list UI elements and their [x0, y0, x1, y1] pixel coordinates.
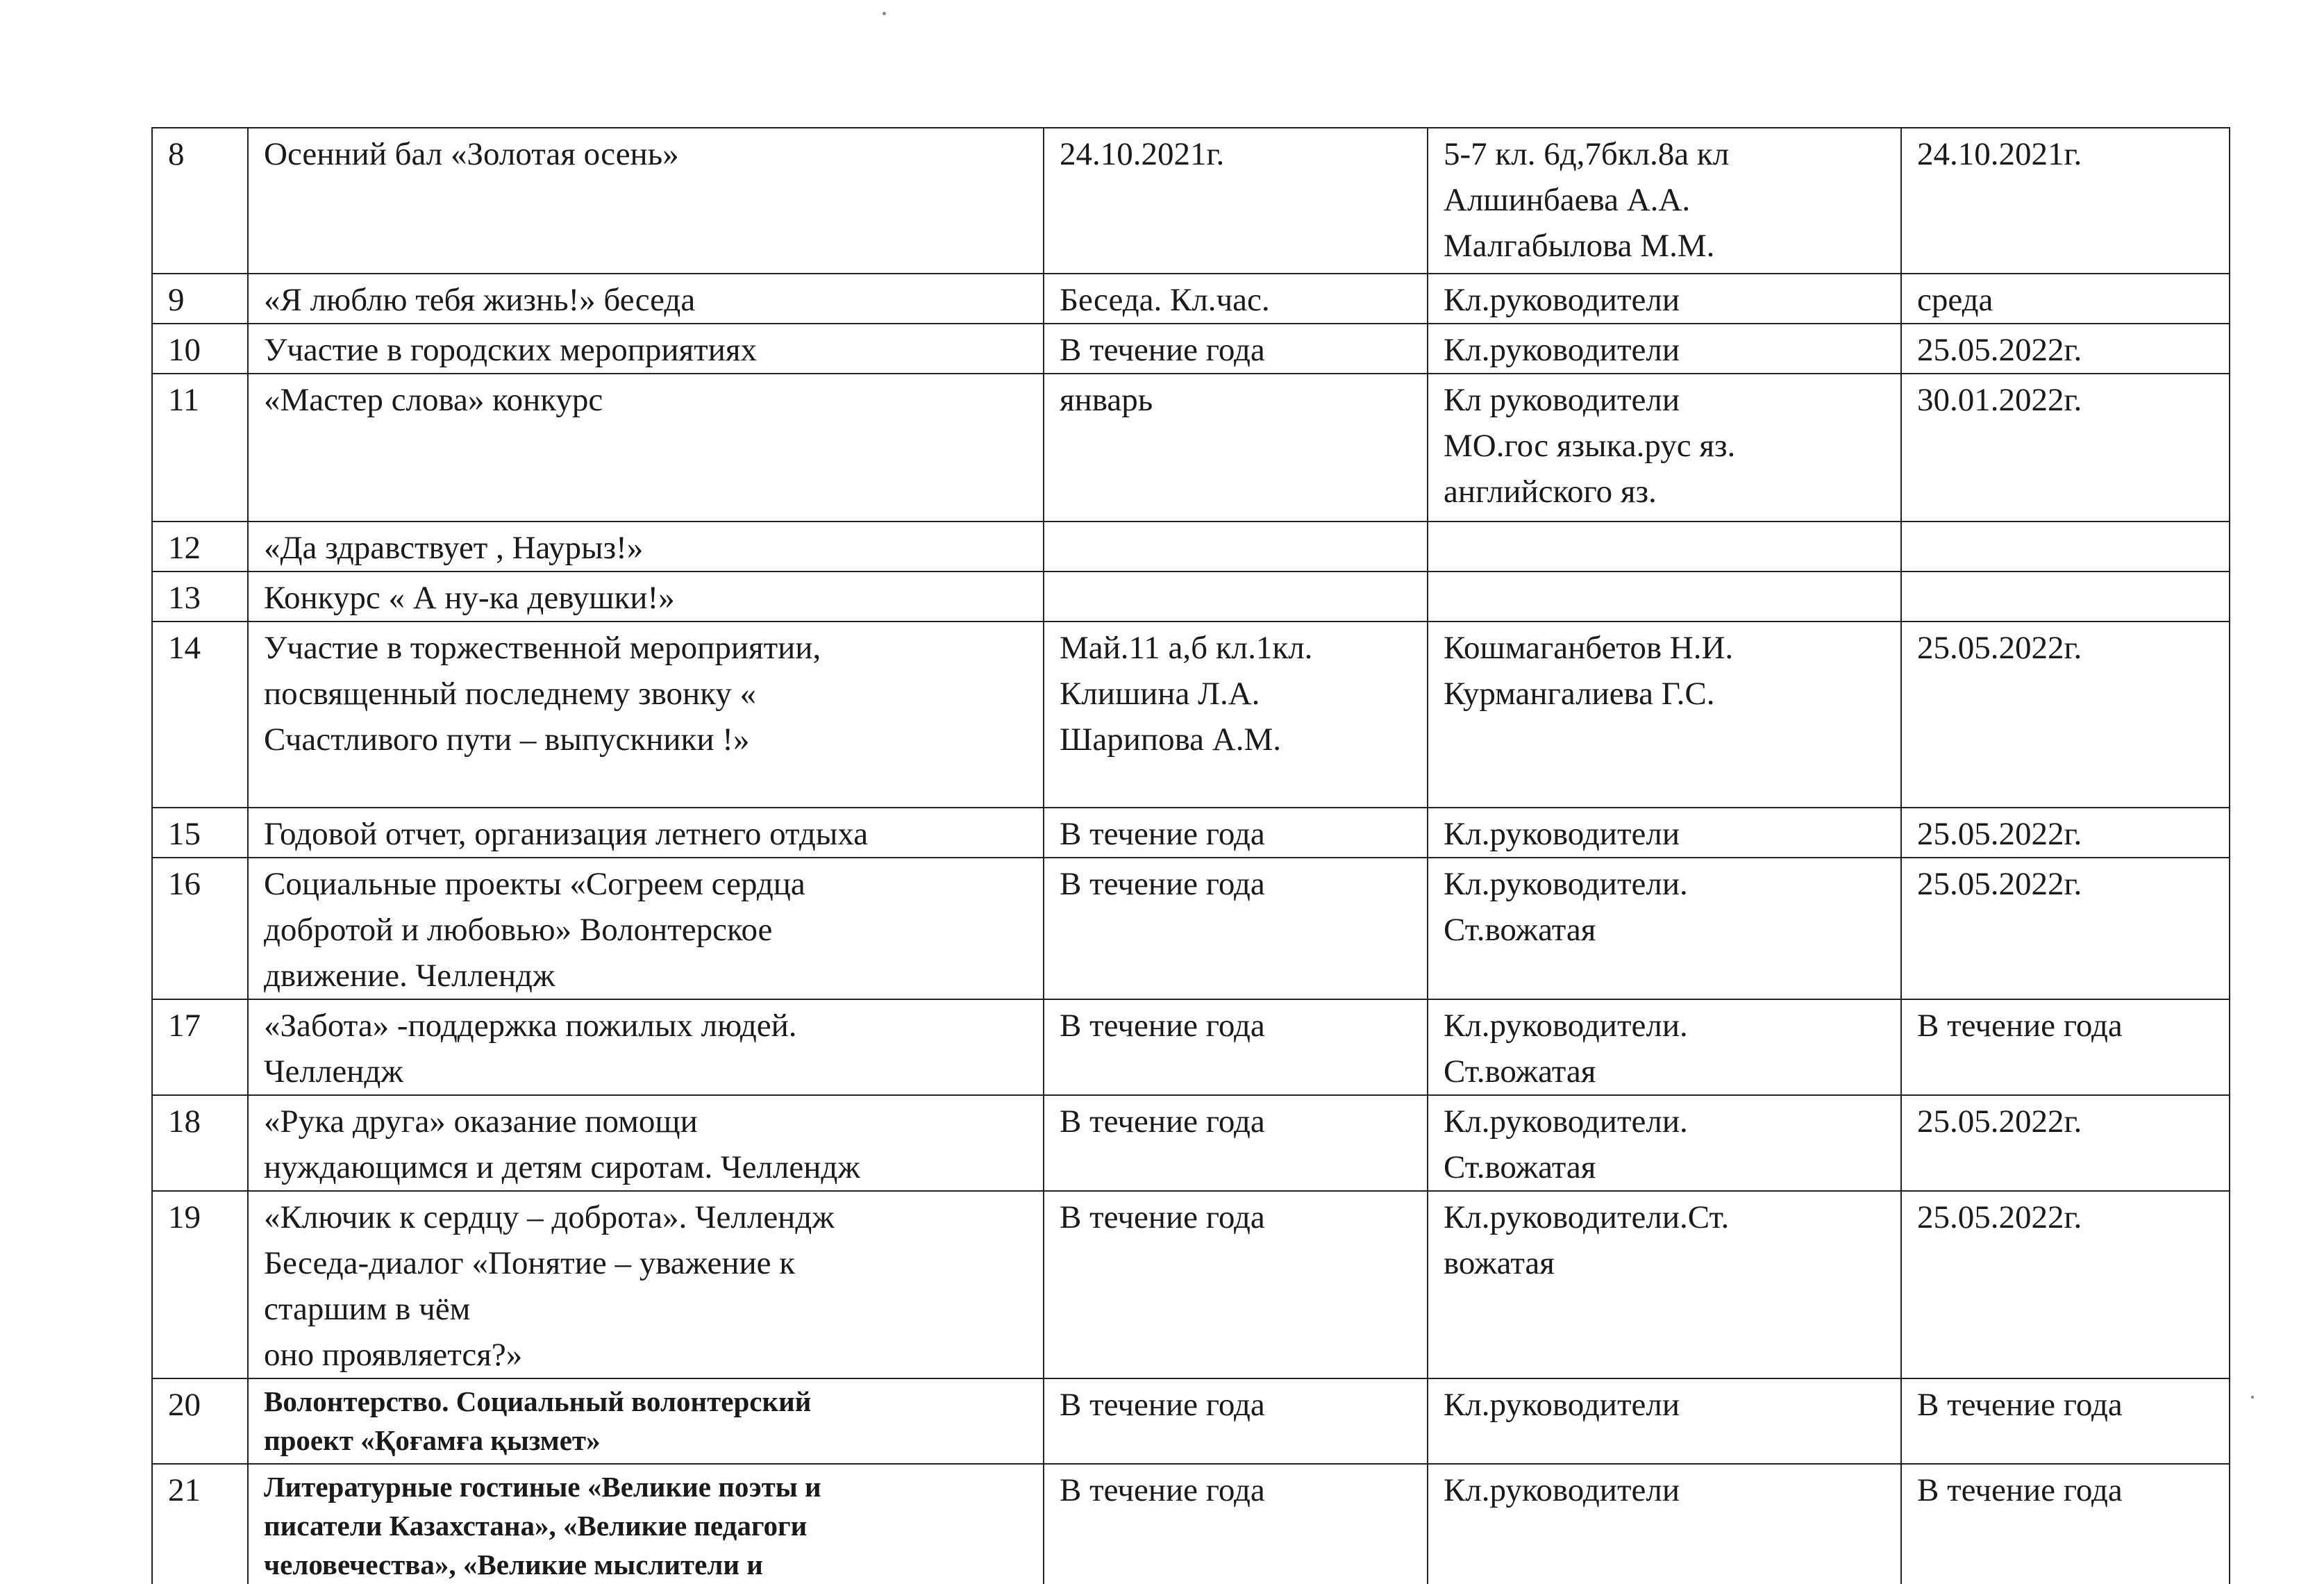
- date-cell: [1044, 1464, 1428, 1584]
- deadline-cell: [1901, 1095, 2230, 1191]
- deadline-cell: [1901, 1464, 2230, 1584]
- row-number: 12: [168, 530, 201, 566]
- cell-text-line: МО.гос языка.рус яз.: [1444, 428, 1736, 464]
- deadline-cell: [1901, 324, 2230, 374]
- cell-text-line: В течение года: [1060, 1008, 1265, 1044]
- row-number: 21: [168, 1472, 201, 1508]
- event-name-cell: [248, 274, 1044, 324]
- date-cell: [1044, 1191, 1428, 1378]
- responsible-cell: [1428, 1095, 1901, 1191]
- date-cell: [1044, 999, 1428, 1095]
- table-row: [152, 999, 2230, 1095]
- cell-text-line: Участие в городских мероприятиях: [264, 332, 757, 368]
- responsible-cell: [1428, 274, 1901, 324]
- cell-text-line: Кл.руководители.: [1444, 866, 1688, 902]
- row-number-cell: [152, 522, 248, 572]
- date-cell: [1044, 572, 1428, 622]
- cell-text-line: 5-7 кл. 6д,7бкл.8а кл: [1444, 136, 1730, 172]
- cell-text-line: 30.01.2022г.: [1917, 382, 2082, 418]
- cell-text-line: В течение года: [1060, 866, 1265, 902]
- cell-text-line: посвященный последнему звонку «: [264, 676, 757, 712]
- responsible-cell: [1428, 622, 1901, 808]
- cell-text-line: Май.11 а,б кл.1кл.: [1060, 630, 1313, 666]
- cell-text-line: Ст.вожатая: [1444, 1053, 1596, 1090]
- date-cell: [1044, 128, 1428, 274]
- table-row: [152, 1191, 2230, 1378]
- responsible-cell: [1428, 128, 1901, 274]
- date-cell: [1044, 1378, 1428, 1464]
- cell-text-line: Кошмаганбетов Н.И.: [1444, 630, 1734, 666]
- event-name-cell: [248, 572, 1044, 622]
- cell-text-line: движение. Челлендж: [264, 958, 555, 994]
- table-row: [152, 274, 2230, 324]
- cell-text-line: «Забота» -поддержка пожилых людей.: [264, 1008, 797, 1044]
- deadline-cell: [1901, 999, 2230, 1095]
- cell-text-line: Ст.вожатая: [1444, 912, 1596, 948]
- deadline-cell: [1901, 858, 2230, 999]
- cell-text-line: Кл.руководители: [1444, 816, 1680, 852]
- row-number-cell: [152, 1464, 248, 1584]
- cell-text-line: Осенний бал «Золотая осень»: [264, 136, 679, 172]
- events-plan-body: [152, 128, 2230, 1584]
- row-number: 19: [168, 1199, 201, 1235]
- row-number: 15: [168, 816, 201, 852]
- cell-text-line: писатели Казахстана», «Великие педагоги: [264, 1510, 808, 1542]
- table-row: [152, 572, 2230, 622]
- cell-text-line: Ст.вожатая: [1444, 1149, 1596, 1185]
- row-number-cell: [152, 1191, 248, 1378]
- cell-text-line: 25.05.2022г.: [1917, 630, 2082, 666]
- cell-text-line: В течение года: [1917, 1008, 2123, 1044]
- cell-text-line: 25.05.2022г.: [1917, 1199, 2082, 1235]
- cell-text-line: Клишина Л.А.: [1060, 676, 1260, 712]
- row-number-cell: [152, 1095, 248, 1191]
- cell-text-line: В течение года: [1060, 1387, 1265, 1423]
- event-name-cell: [248, 128, 1044, 274]
- responsible-cell: [1428, 999, 1901, 1095]
- cell-text-line: Кл.руководители.Ст.: [1444, 1199, 1730, 1235]
- cell-text-line: нуждающимся и детям сиротам. Челлендж: [264, 1149, 860, 1185]
- date-cell: [1044, 324, 1428, 374]
- cell-text-line: Беседа. Кл.час.: [1060, 282, 1270, 318]
- responsible-cell: [1428, 858, 1901, 999]
- row-number: 14: [168, 630, 201, 666]
- cell-text-line: Кл.руководители.: [1444, 1008, 1688, 1044]
- table-row: [152, 1378, 2230, 1464]
- responsible-cell: [1428, 374, 1901, 522]
- cell-text-line: Годовой отчет, организация летнего отдыха: [264, 816, 869, 852]
- cell-text-line: Счастливого пути – выпускники !»: [264, 722, 750, 758]
- cell-text-line: Курмангалиева Г.С.: [1444, 676, 1715, 712]
- deadline-cell: [1901, 274, 2230, 324]
- cell-text-line: Беседа-диалог «Понятие – уважение к: [264, 1245, 796, 1281]
- cell-text-line: 24.10.2021г.: [1060, 136, 1225, 172]
- responsible-cell: [1428, 808, 1901, 858]
- row-number-cell: [152, 622, 248, 808]
- table-row: [152, 1095, 2230, 1191]
- row-number-cell: [152, 324, 248, 374]
- cell-text-line: В течение года: [1917, 1387, 2123, 1423]
- deadline-cell: [1901, 374, 2230, 522]
- cell-text-line: В течение года: [1060, 1472, 1265, 1508]
- table-row: [152, 858, 2230, 999]
- event-name-cell: [248, 999, 1044, 1095]
- date-cell: [1044, 808, 1428, 858]
- date-cell: [1044, 522, 1428, 572]
- cell-text-line: Участие в торжественной мероприятии,: [264, 630, 821, 666]
- deadline-cell: [1901, 522, 2230, 572]
- row-number: 11: [168, 382, 200, 418]
- row-number: 10: [168, 332, 201, 368]
- cell-text-line: В течение года: [1060, 332, 1265, 368]
- row-number-cell: [152, 374, 248, 522]
- cell-text-line: Кл.руководители: [1444, 1472, 1680, 1508]
- event-name-cell: [248, 1378, 1044, 1464]
- cell-text-line: В течение года: [1917, 1472, 2123, 1508]
- cell-text-line: «Ключик к сердцу – доброта». Челлендж: [264, 1199, 835, 1235]
- table-row: [152, 128, 2230, 274]
- row-number: 16: [168, 866, 201, 902]
- event-name-cell: [248, 808, 1044, 858]
- scan-speck: [883, 12, 886, 15]
- cell-text-line: Малгабылова М.М.: [1444, 228, 1715, 264]
- cell-text-line: 25.05.2022г.: [1917, 332, 2082, 368]
- cell-text-line: Кл.руководители.: [1444, 1103, 1688, 1140]
- cell-text-line: Социальные проекты «Согреем сердца: [264, 866, 805, 902]
- cell-text-line: Кл.руководители: [1444, 1387, 1680, 1423]
- event-name-cell: [248, 324, 1044, 374]
- deadline-cell: [1901, 1191, 2230, 1378]
- row-number: 17: [168, 1008, 201, 1044]
- cell-text-line: Конкурс « А ну-ка девушки!»: [264, 580, 675, 616]
- cell-text-line: Челлендж: [264, 1053, 403, 1090]
- row-number-cell: [152, 808, 248, 858]
- event-name-cell: [248, 1191, 1044, 1378]
- cell-text-line: январь: [1060, 382, 1153, 418]
- cell-text-line: среда: [1917, 282, 1993, 318]
- date-cell: [1044, 858, 1428, 999]
- cell-text-line: 25.05.2022г.: [1917, 816, 2082, 852]
- cell-text-line: «Я люблю тебя жизнь!» беседа: [264, 282, 696, 318]
- deadline-cell: [1901, 808, 2230, 858]
- cell-text-line: Кл руководители: [1444, 382, 1680, 418]
- cell-text-line: Литературные гостиные «Великие поэты и: [264, 1471, 821, 1503]
- event-name-cell: [248, 858, 1044, 999]
- table-row: [152, 522, 2230, 572]
- cell-text-line: Кл.руководители: [1444, 282, 1680, 318]
- date-cell: [1044, 374, 1428, 522]
- row-number-cell: [152, 128, 248, 274]
- row-number-cell: [152, 1378, 248, 1464]
- responsible-cell: [1428, 522, 1901, 572]
- table-row: [152, 622, 2230, 808]
- cell-text-line: вожатая: [1444, 1245, 1555, 1281]
- cell-text-line: В течение года: [1060, 1199, 1265, 1235]
- cell-text-line: Кл.руководители: [1444, 332, 1680, 368]
- row-number-cell: [152, 572, 248, 622]
- row-number-cell: [152, 858, 248, 999]
- deadline-cell: [1901, 572, 2230, 622]
- cell-text-line: человечества», «Великие мыслители и: [264, 1549, 763, 1581]
- event-name-cell: [248, 1095, 1044, 1191]
- cell-text-line: Алшинбаева А.А.: [1444, 182, 1691, 218]
- cell-text-line: оно проявляется?»: [264, 1337, 523, 1373]
- table-row: [152, 1464, 2230, 1584]
- row-number: 13: [168, 580, 201, 616]
- cell-text-line: В течение года: [1060, 1103, 1265, 1140]
- row-number: 9: [168, 282, 185, 318]
- deadline-cell: [1901, 1378, 2230, 1464]
- row-number-cell: [152, 274, 248, 324]
- row-number-cell: [152, 999, 248, 1095]
- responsible-cell: [1428, 324, 1901, 374]
- cell-text-line: английского яз.: [1444, 474, 1657, 510]
- date-cell: [1044, 622, 1428, 808]
- responsible-cell: [1428, 1191, 1901, 1378]
- deadline-cell: [1901, 128, 2230, 274]
- cell-text-line: старшим в чём: [264, 1291, 471, 1327]
- cell-text-line: «Рука друга» оказание помощи: [264, 1103, 698, 1140]
- responsible-cell: [1428, 1378, 1901, 1464]
- deadline-cell: [1901, 622, 2230, 808]
- event-name-cell: [248, 374, 1044, 522]
- table-row: [152, 808, 2230, 858]
- cell-text-line: В течение года: [1060, 816, 1265, 852]
- cell-text-line: 24.10.2021г.: [1917, 136, 2082, 172]
- responsible-cell: [1428, 1464, 1901, 1584]
- cell-text-line: проект «Қоғамға қызмет»: [264, 1424, 601, 1456]
- cell-text-line: «Мастер слова» конкурс: [264, 382, 603, 418]
- date-cell: [1044, 1095, 1428, 1191]
- row-number: 20: [168, 1387, 201, 1423]
- events-plan-table: [151, 127, 2230, 1584]
- event-name-cell: [248, 1464, 1044, 1584]
- scan-speck: [2251, 1396, 2254, 1399]
- row-number: 18: [168, 1103, 201, 1140]
- cell-text-line: Шарипова А.М.: [1060, 722, 1281, 758]
- cell-text-line: 25.05.2022г.: [1917, 866, 2082, 902]
- date-cell: [1044, 274, 1428, 324]
- cell-text-line: добротой и любовью» Волонтерское: [264, 912, 773, 948]
- row-number: 8: [168, 136, 185, 172]
- table-row: [152, 374, 2230, 522]
- cell-text-line: Волонтерство. Социальный волонтерский: [264, 1385, 812, 1417]
- event-name-cell: [248, 522, 1044, 572]
- responsible-cell: [1428, 572, 1901, 622]
- event-name-cell: [248, 622, 1044, 808]
- table-row: [152, 324, 2230, 374]
- cell-text-line: «Да здравствует , Наурыз!»: [264, 530, 644, 566]
- cell-text-line: 25.05.2022г.: [1917, 1103, 2082, 1140]
